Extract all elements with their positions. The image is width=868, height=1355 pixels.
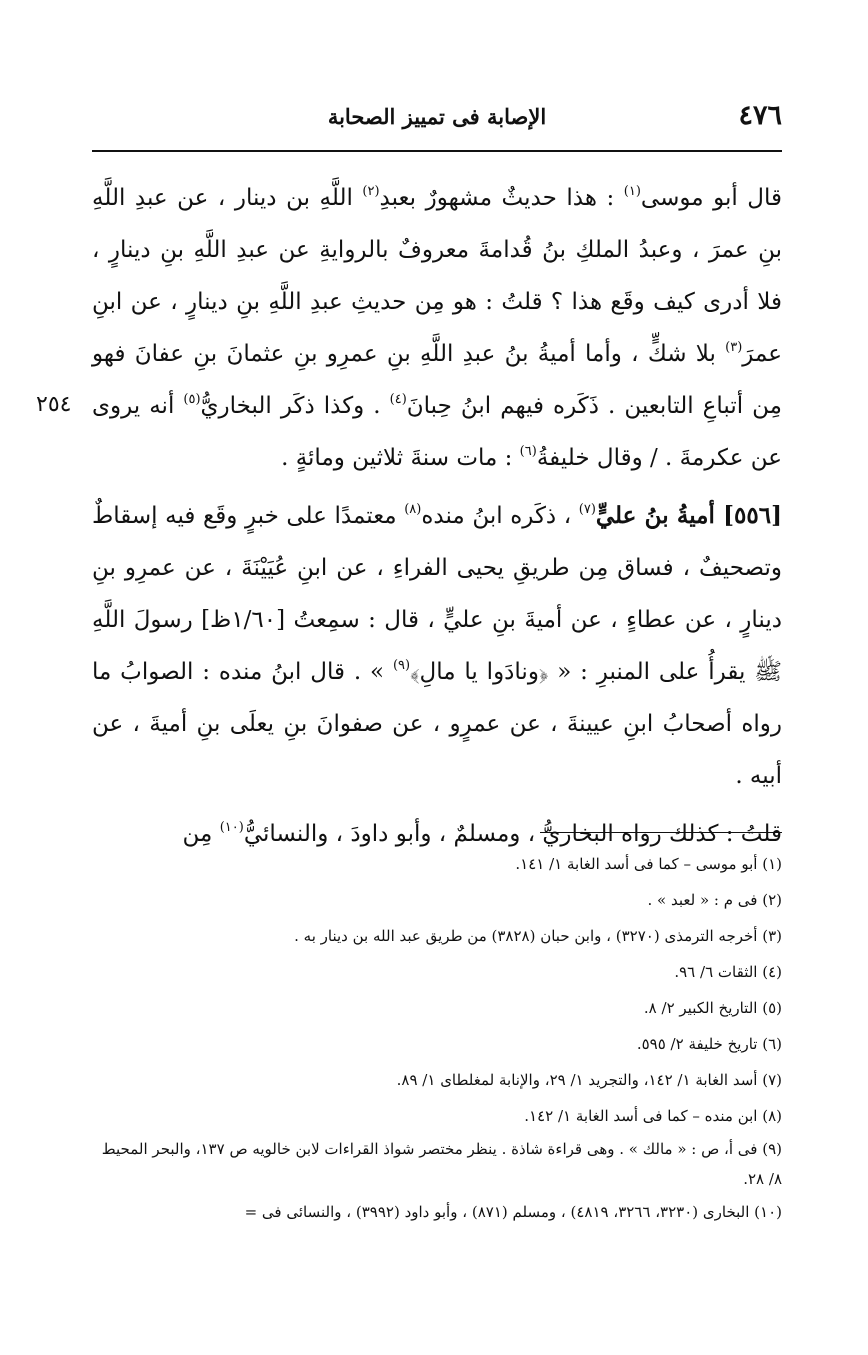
footnote-10: (١٠) البخارى (٣٢٣٠، ٣٢٦٦، ٤٨١٩) ، ومسلم (٨٧١) ، وأبو داود (٣٩٩٢) ، والنسائى فى = [244, 1203, 782, 1221]
entry-name: أميةُ بنُ عليٍّ [595, 502, 724, 529]
text-run: قال أبو موسى [640, 185, 782, 211]
text-run: : هذا حديثٌ مشهورٌ بعبدِ [379, 185, 624, 211]
text-run: » . قال ابنُ منده : الصوابُ ما رواه أصحابُ ابنِ عيينةَ ، عن عمرٍو ، عن صفوانَ بنِ يعلَى بنِ أميةَ ، عن أبيه . [92, 659, 782, 789]
text-run: اللَّهِ بن دينار ، عن عبدِ اللَّهِ بنِ عمرَ ، وعبدُ الملكِ بنُ قُدامةَ معروفٌ بالروايةِ عن عبدِ اللَّهِ بنِ دينارٍ ، فلا أدرى كيف وقَع هذا ؟ قلتُ : هو مِن حديثِ عبدِ اللَّهِ بنِ دينارٍ ، عن ابنِ عمرَ [92, 185, 782, 367]
footnote-ref: (٣) [725, 340, 743, 355]
text-run: : مات سنةَ ثلاثين ومائةٍ . [281, 445, 520, 471]
footnote-ref: (٦) [519, 444, 537, 459]
running-title: الإصابة فى تمييز الصحابة [327, 104, 547, 129]
text-run: معتمدًا على خبرٍ وقَع فيه إسقاطٌ وتصحيفٌ ، فساق مِن طريقِ يحيى الفراءِ ، عن ابنِ عُيَيْنَةَ ، عن عمرِو بنِ دينارٍ ، عن عطاءٍ ، عن أميةَ بنِ عليٍّ ، قال : سمِعتُ [١/٦٠ظ] رسولَ اللَّهِ ﷺ يقرأُ على المنبرِ : « ﴿ونادَوا يا مالِ﴾ [92, 503, 782, 685]
text-run: مِن [182, 821, 220, 847]
footnote-6: (٦) تاريخ خليفة ٢/ ٥٩٥. [636, 1035, 782, 1053]
footnote-separator [540, 832, 782, 833]
entry-number: [٥٥٦] [723, 502, 782, 529]
page-header [92, 96, 782, 138]
main-text [92, 172, 782, 860]
text-run: أنه يروى عن عكرمةَ . / وقال خليفةُ [92, 393, 782, 471]
paragraph-1 [92, 172, 782, 484]
footnote-ref: (٤) [389, 392, 407, 407]
footnote-1: (١) أبو موسى – كما فى أسد الغابة ١/ ١٤١. [515, 855, 782, 873]
footnote-ref: (٧) [578, 502, 596, 517]
text-run: ، ذكَره ابنُ منده [421, 503, 579, 529]
footnote-ref: (٥) [183, 392, 201, 407]
text-run: . وكذا ذكَر البخاريُّ [200, 393, 390, 419]
text-run: بلا شكٍّ ، وأما أميةُ بنُ عبدِ اللَّهِ بنِ عمرِو بنِ عثمانَ بنِ عفانَ فهو مِن أتباعِ التابعين . ذَكَره فيهم ابنُ حِبانَ [92, 341, 782, 419]
footnote-ref: (٨) [404, 502, 422, 517]
footnote-5: (٥) التاريخ الكبير ٢/ ٨. [643, 999, 782, 1017]
header-rule [92, 150, 782, 152]
paragraph-2 [92, 490, 782, 802]
footnote-ref: (٩) [392, 658, 411, 673]
footnote-2: (٢) فى م : « لعبد » . [647, 891, 782, 909]
footnote-7: (٧) أسد الغابة ١/ ١٤٢، والتجريد ١/ ٢٩، والإنابة لمغلطاى ١/ ٨٩. [396, 1071, 782, 1089]
footnote-9: (٩) فى أ، ص : « مالك » . وهى قراءة شاذة . ينظر مختصر شواذ القراءات لابن خالويه ص ١٣٧، والبحر المحيط ٨/ ٢٨. [101, 1140, 782, 1188]
footnotes [92, 846, 782, 1230]
footnote-8: (٨) ابن منده – كما فى أسد الغابة ١/ ١٤٢. [524, 1107, 782, 1125]
footnote-ref: (١) [623, 184, 641, 199]
footnote-ref: (١٠) [219, 820, 244, 835]
margin-page-reference: ٢٥٤ [36, 392, 72, 417]
footnote-3: (٣) أخرجه الترمذى (٣٢٧٠) ، وابن حبان (٣٨٢٨) من طريق عبد الله بن دينار به . [294, 927, 782, 945]
page-number: ٤٧٦ [738, 100, 782, 131]
footnote-4: (٤) الثقات ٦/ ٩٦. [674, 963, 782, 981]
text-run: قلتُ : كذلك رواه البخاريُّ ، ومسلمٌ ، وأبو داودَ ، والنسائيُّ [243, 821, 782, 847]
footnote-ref: (٢) [362, 184, 380, 199]
